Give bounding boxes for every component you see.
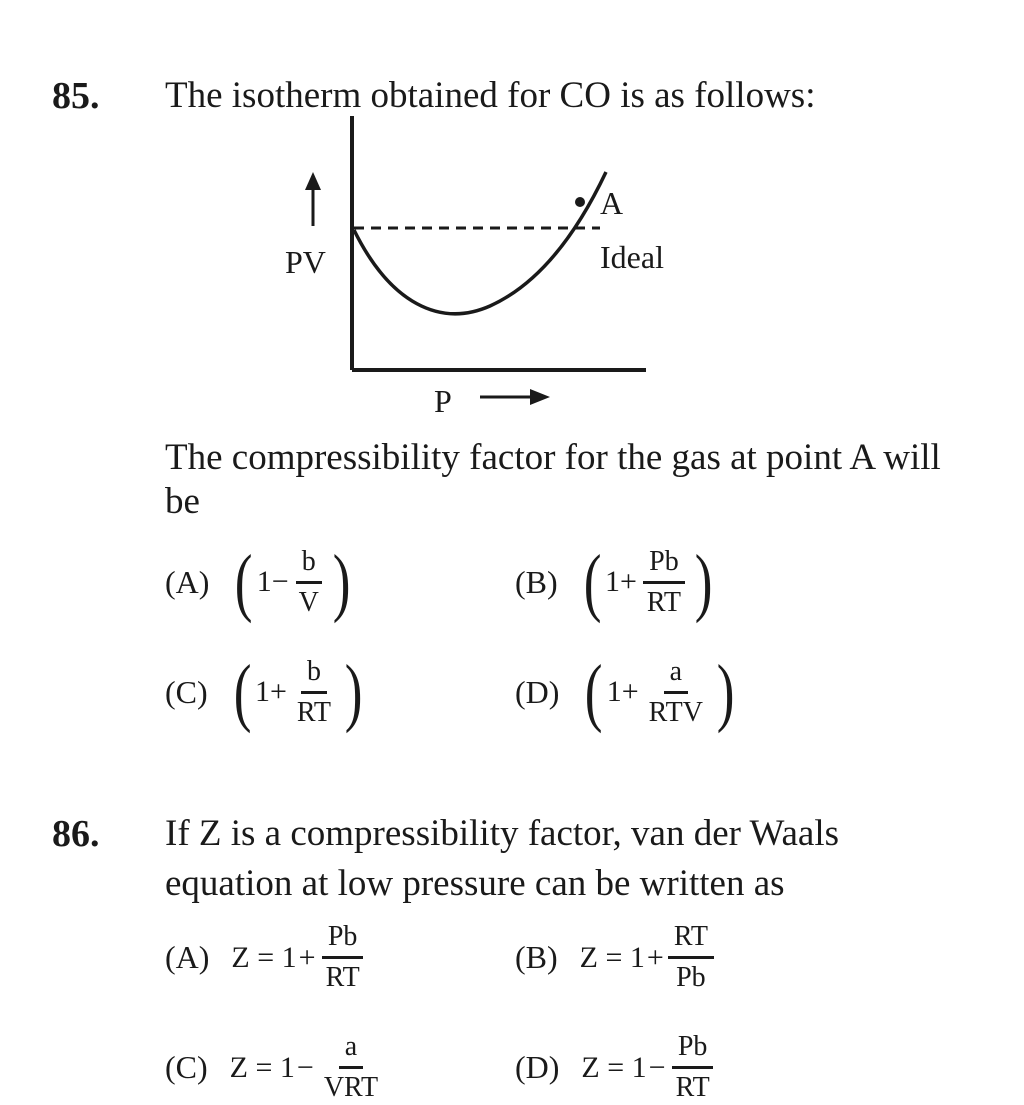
q86-option-b[interactable]	[515, 920, 718, 995]
question-85-text: The compressibility factor for the gas at point A will be	[165, 437, 941, 522]
option-lhs: Z = 1	[231, 940, 297, 974]
q86-option-c[interactable]	[165, 1030, 388, 1105]
option-fraction: $\frac{RT}{Pb}$	[668, 920, 714, 995]
option-term: 1	[606, 675, 622, 708]
option-sign: +	[619, 565, 637, 598]
ideal-label: Ideal	[600, 239, 664, 275]
option-label: (A)	[165, 563, 210, 600]
option-label: (D)	[515, 1049, 560, 1085]
option-fraction: $\frac{b}{RT}$	[296, 655, 331, 728]
q85-option-c[interactable]: (C) ( 1 + $\frac{b}{RT}$ )	[165, 650, 363, 734]
option-label: (B)	[515, 939, 558, 975]
option-sign: −	[271, 565, 289, 598]
q85-option-d[interactable]: (D) ( 1 + $\frac{a}{\text{RTV}}$ )	[515, 650, 735, 734]
question-86-stem-line2: equation at low pressure can be written as	[165, 863, 785, 904]
option-fraction: $\frac{Pb}{RT}$	[670, 1030, 716, 1105]
x-axis-label: P	[434, 383, 452, 419]
question-86-stem-line1: If Z is a compressibility factor, van der Waals	[165, 813, 840, 854]
q85-option-b[interactable]: (B) ( 1 + $\frac{Pb}{RT}$ )	[515, 540, 713, 624]
question-86-number: 86.	[52, 813, 100, 855]
option-lhs: Z = 1	[579, 940, 645, 974]
option-term: 1	[254, 675, 270, 708]
option-lhs: Z = 1	[581, 1050, 647, 1084]
option-fraction: $\frac{Pb}{RT}$	[641, 545, 687, 620]
option-fraction: $\frac{Pb}{RT}$	[320, 920, 366, 995]
option-label: (B)	[515, 563, 558, 600]
option-label: (D)	[515, 673, 560, 710]
x-arrow-head	[530, 389, 550, 405]
point-a-marker	[575, 197, 585, 207]
option-term: 1	[256, 565, 272, 598]
option-lhs: Z = 1	[229, 1050, 295, 1084]
option-label: (C)	[165, 673, 208, 710]
option-fraction: $\frac{a}{\text{VRT}}$	[323, 1031, 379, 1103]
option-sign: +	[298, 940, 316, 974]
q85-option-a[interactable]: (A) ( 1 − $\frac{b}{V}$ )	[165, 540, 351, 624]
question-85-stem: The isotherm obtained for CO is as follows:	[165, 75, 816, 116]
isotherm-graph	[270, 108, 710, 428]
question-85-number: 85.	[52, 75, 100, 117]
option-sign: −	[648, 1050, 666, 1084]
option-sign: +	[646, 940, 664, 974]
option-fraction: $\frac{b}{V}$	[293, 545, 325, 620]
q86-option-d[interactable]	[515, 1030, 720, 1105]
y-arrow-head	[305, 172, 321, 190]
option-label: (A)	[165, 939, 210, 975]
option-sign: +	[621, 675, 639, 708]
y-axis-label: PV	[285, 244, 326, 280]
option-sign: +	[269, 675, 287, 708]
isotherm-curve	[354, 172, 606, 314]
option-sign: −	[296, 1050, 314, 1084]
option-fraction: $\frac{a}{\text{RTV}}$	[648, 655, 703, 728]
point-a-label: A	[600, 185, 624, 221]
option-label: (C)	[165, 1049, 208, 1085]
q86-option-a[interactable]	[165, 920, 370, 995]
option-term: 1	[604, 565, 620, 598]
